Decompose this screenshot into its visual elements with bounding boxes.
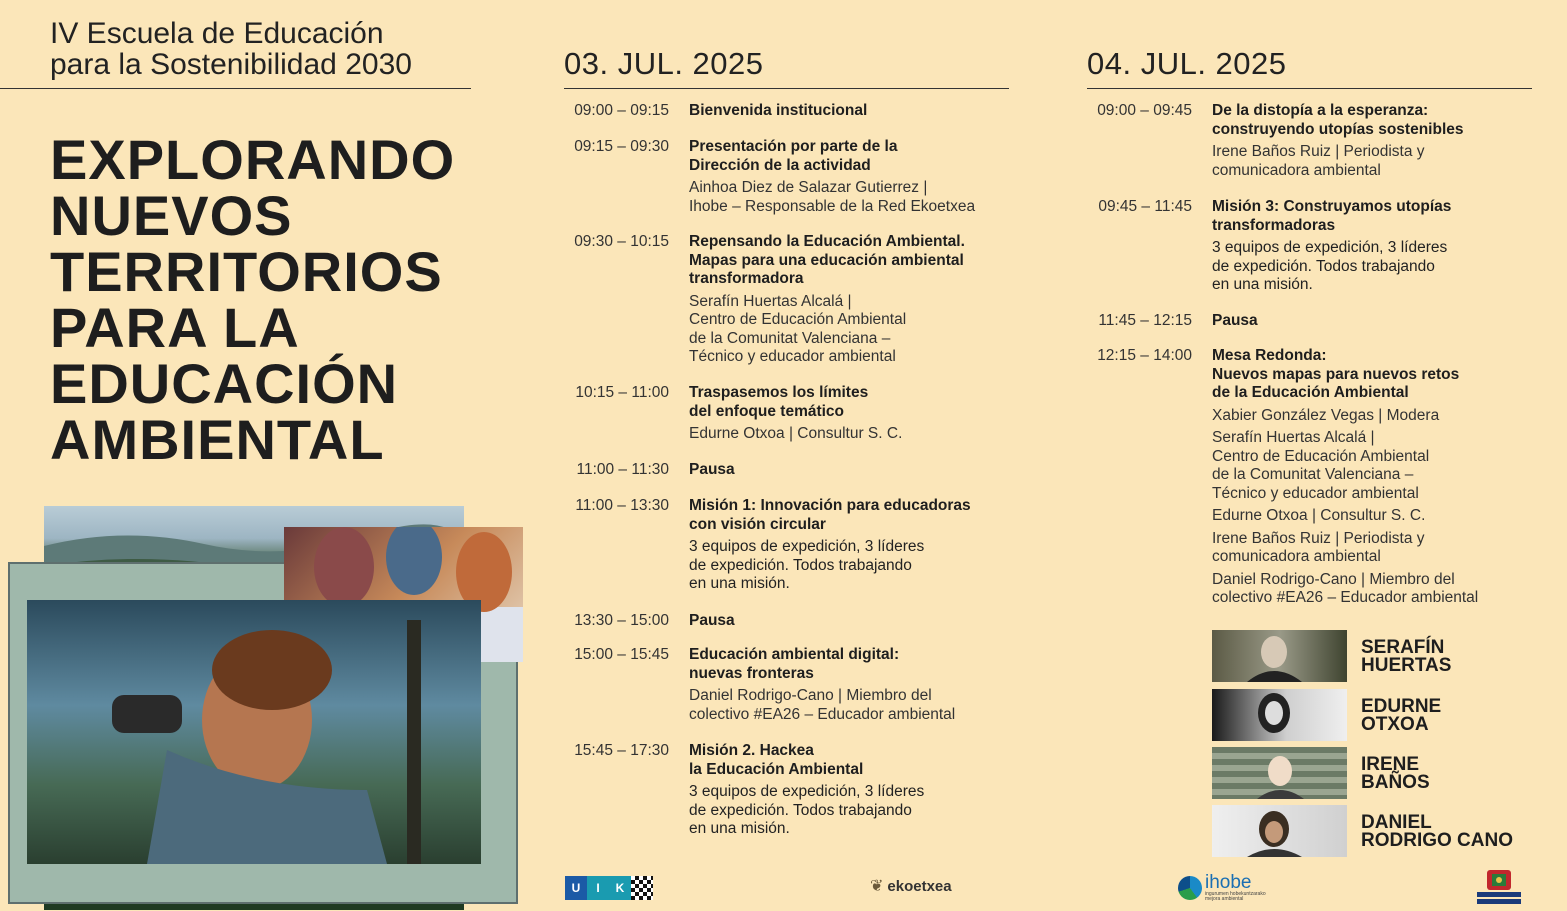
slot-title: Misión 3: Construyamos utopías transformadoras <box>1212 198 1452 234</box>
slot-speaker: Irene Baños Ruiz | Periodista y comunicadora ambiental <box>1212 529 1425 565</box>
slot-desc: 3 equipos de expedición, 3 líderes de expedición. Todos trabajando en una misión. <box>689 538 925 592</box>
school-title <box>50 18 412 80</box>
slot-desc: 3 equipos de expedición, 3 líderes de expedición. Todos trabajando en una misión. <box>1212 239 1448 293</box>
speaker-photo <box>1212 689 1347 741</box>
slot-title: Misión 1: Innovación para educadoras con visión circular <box>689 497 971 533</box>
ekoetxea-logo-text: ekoetxea <box>887 877 952 895</box>
main-title-line: EDUCACIÓN <box>50 352 399 415</box>
ihobe-globe-icon <box>1178 876 1202 900</box>
day1-rule <box>564 88 1009 89</box>
day1-date: 03. JUL. 2025 <box>564 46 764 81</box>
slot-time: 09:00 – 09:45 <box>1097 102 1192 119</box>
uik-logo-letter: U <box>565 876 587 900</box>
main-title-line: PARA LA <box>50 296 300 359</box>
ihobe-logo-text: ihobe <box>1205 872 1252 893</box>
slot-title: Mesa Redonda: Nuevos mapas para nuevos retos de la Educación Ambiental <box>1212 347 1460 401</box>
speaker-photo <box>1212 630 1347 682</box>
basque-government-logo <box>1477 870 1521 906</box>
main-title <box>50 128 456 471</box>
slot-speaker: Ainhoa Diez de Salazar Gutierrez | Ihobe – Responsable de la Red Ekoetxea <box>689 179 976 215</box>
main-title-line: TERRITORIOS <box>50 240 443 303</box>
slot-time: 11:45 – 12:15 <box>1098 312 1192 329</box>
ihobe-logo-subtext: ingurumen hobekuntzarako mejora ambiental <box>1205 891 1266 902</box>
slot-title: Pausa <box>689 461 735 478</box>
leaf-icon: ❦ <box>870 878 884 895</box>
speaker-photo <box>1212 805 1347 857</box>
slot-desc: 3 equipos de expedición, 3 líderes de expedición. Todos trabajando en una misión. <box>689 783 925 837</box>
main-title-line: EXPLORANDO <box>50 128 456 191</box>
slot-speaker: Daniel Rodrigo-Cano | Miembro del colectivo #EA26 – Educador ambiental <box>1212 570 1479 606</box>
main-title-line: NUEVOS <box>50 184 293 247</box>
ihobe-logo <box>1178 874 1266 902</box>
day2-rule <box>1087 88 1532 89</box>
slot-title: Presentación por parte de la Dirección de la actividad <box>689 138 898 174</box>
uik-logo <box>565 876 653 900</box>
binoculars-svg <box>27 600 481 864</box>
slot-time: 11:00 – 13:30 <box>575 497 669 514</box>
slot-speaker: Daniel Rodrigo-Cano | Miembro del colectivo #EA26 – Educador ambiental <box>689 687 956 723</box>
slot-title: Bienvenida institucional <box>689 102 868 119</box>
uik-logo-letter: K <box>609 876 631 900</box>
slot-time: 09:30 – 10:15 <box>574 233 669 250</box>
uik-logo-letter: I <box>587 876 609 900</box>
slot-title: Misión 2. Hackea la Educación Ambiental <box>689 742 864 778</box>
binoculars-photo <box>27 600 481 864</box>
speaker-card-name: SERAFÍN HUERTAS <box>1361 637 1452 676</box>
slot-speaker: Edurne Otxoa | Consultur S. C. <box>1212 507 1426 524</box>
slot-time: 13:30 – 15:00 <box>574 612 669 629</box>
slot-speaker: Serafín Huertas Alcalá | Centro de Educación Ambiental de la Comunitat Valenciana – Técnico y educador ambiental <box>689 292 907 365</box>
speaker-card-name: IRENE BAÑOS <box>1361 754 1430 793</box>
slot-speaker: Serafín Huertas Alcalá | Centro de Educación Ambiental de la Comunitat Valenciana – Técnico y educador ambiental <box>1212 429 1430 502</box>
slot-title: Pausa <box>1212 312 1258 329</box>
slot-time: 15:00 – 15:45 <box>574 646 669 663</box>
slot-title: De la distopía a la esperanza: construyendo utopías sostenibles <box>1212 102 1464 138</box>
school-title-line1: IV Escuela de Educación <box>50 17 384 50</box>
slot-title: Traspasemos los límites del enfoque temático <box>689 384 869 420</box>
slot-time: 09:45 – 11:45 <box>1098 198 1192 215</box>
speaker-photo <box>1212 747 1347 799</box>
day2-date: 04. JUL. 2025 <box>1087 46 1287 81</box>
coat-of-arms-icon <box>1477 870 1521 906</box>
ekoetxea-logo <box>870 876 952 896</box>
school-title-line2: para la Sostenibilidad 2030 <box>50 48 412 81</box>
speaker-card-name: EDURNE OTXOA <box>1361 696 1442 735</box>
uik-logo-pattern <box>631 876 653 900</box>
slot-title: Repensando la Educación Ambiental. Mapas para una educación ambiental transformadora <box>689 233 965 287</box>
speaker-card-name: DANIEL RODRIGO CANO <box>1361 812 1513 851</box>
slot-time: 12:15 – 14:00 <box>1097 347 1192 364</box>
slot-speaker: Irene Baños Ruiz | Periodista y comunicadora ambiental <box>1212 143 1425 179</box>
slot-time: 10:15 – 11:00 <box>575 384 669 401</box>
slot-time: 15:45 – 17:30 <box>574 742 669 759</box>
slot-title: Pausa <box>689 612 735 629</box>
slot-time: 11:00 – 11:30 <box>576 461 669 478</box>
slot-speaker: Edurne Otxoa | Consultur S. C. <box>689 425 903 442</box>
slot-time: 09:00 – 09:15 <box>574 102 669 119</box>
main-title-line: AMBIENTAL <box>50 408 385 471</box>
slot-time: 09:15 – 09:30 <box>574 138 669 155</box>
slot-speaker: Xabier González Vegas | Modera <box>1212 406 1440 424</box>
header-rule-left <box>0 88 471 89</box>
slot-title: Educación ambiental digital: nuevas fronteras <box>689 646 900 682</box>
